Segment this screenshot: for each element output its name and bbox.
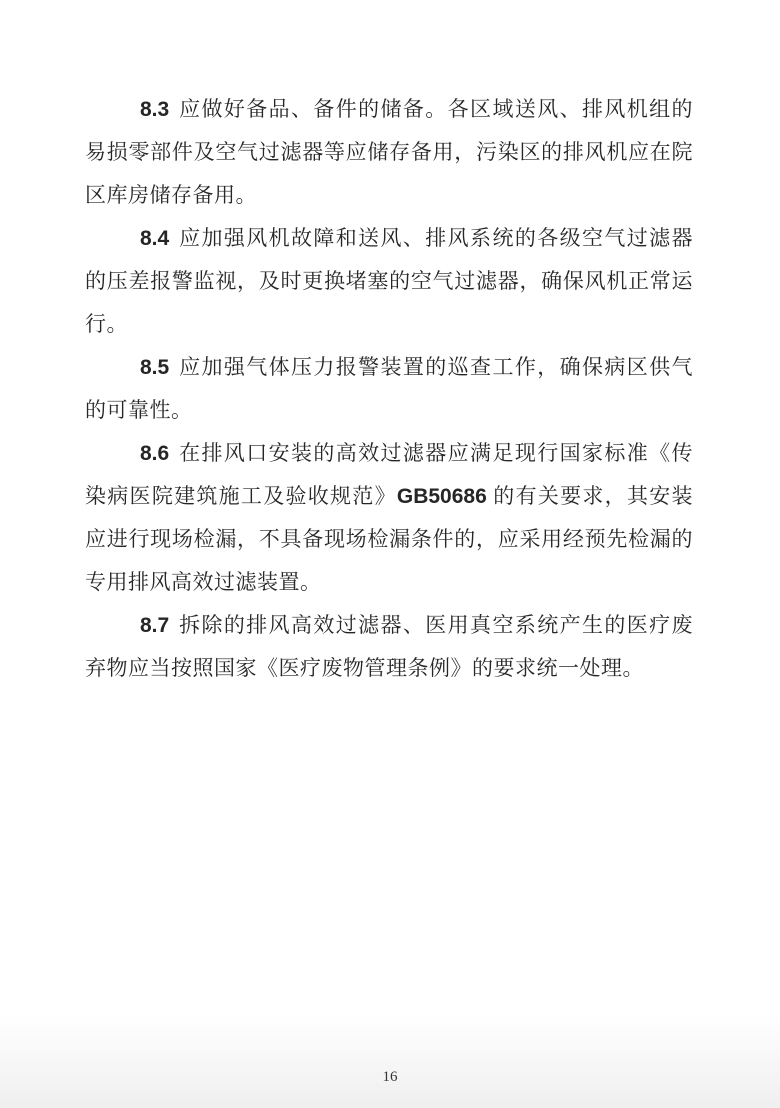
section-paragraph-8-4 <box>85 217 693 346</box>
section-number: 8.4 <box>140 227 170 250</box>
section-paragraph-8-3 <box>85 88 693 217</box>
section-text: 应加强气体压力报警装置的巡查工作，确保病区供气的可靠性。 <box>85 355 693 422</box>
section-paragraph-8-7 <box>85 604 693 690</box>
section-number: 8.3 <box>140 98 170 121</box>
section-paragraph-8-5 <box>85 346 693 432</box>
section-text: 应加强风机故障和送风、排风系统的各级空气过滤器的压差报警监视，及时更换堵塞的空气过滤器，确保风机正常运行。 <box>85 226 693 336</box>
section-text: 拆除的排风高效过滤器、医用真空系统产生的医疗废弃物应当按照国家《医疗废物管理条例》的要求统一处理。 <box>85 613 693 680</box>
section-paragraph-8-6 <box>85 432 693 604</box>
section-number: 8.5 <box>140 356 170 379</box>
section-text: 应做好备品、备件的储备。各区域送风、排风机组的易损零部件及空气过滤器等应储存备用，污染区的排风机应在院区库房储存备用。 <box>85 97 693 207</box>
page-footer <box>0 1069 780 1086</box>
section-number: 8.6 <box>140 442 170 465</box>
page-number: 16 <box>382 1069 398 1085</box>
section-text-continued: 的有关要求，其安装应进行现场检漏，不具备现场检漏条件的，应采用经预先检漏的专用排风高效过滤装置。 <box>85 484 694 594</box>
section-number: 8.7 <box>140 614 170 637</box>
standard-code: GB50686 <box>396 485 487 508</box>
section-text: 在排风口安装的高效过滤器应满足现行国家标准《传染病医院建筑施工及验收规范》 <box>85 441 693 508</box>
